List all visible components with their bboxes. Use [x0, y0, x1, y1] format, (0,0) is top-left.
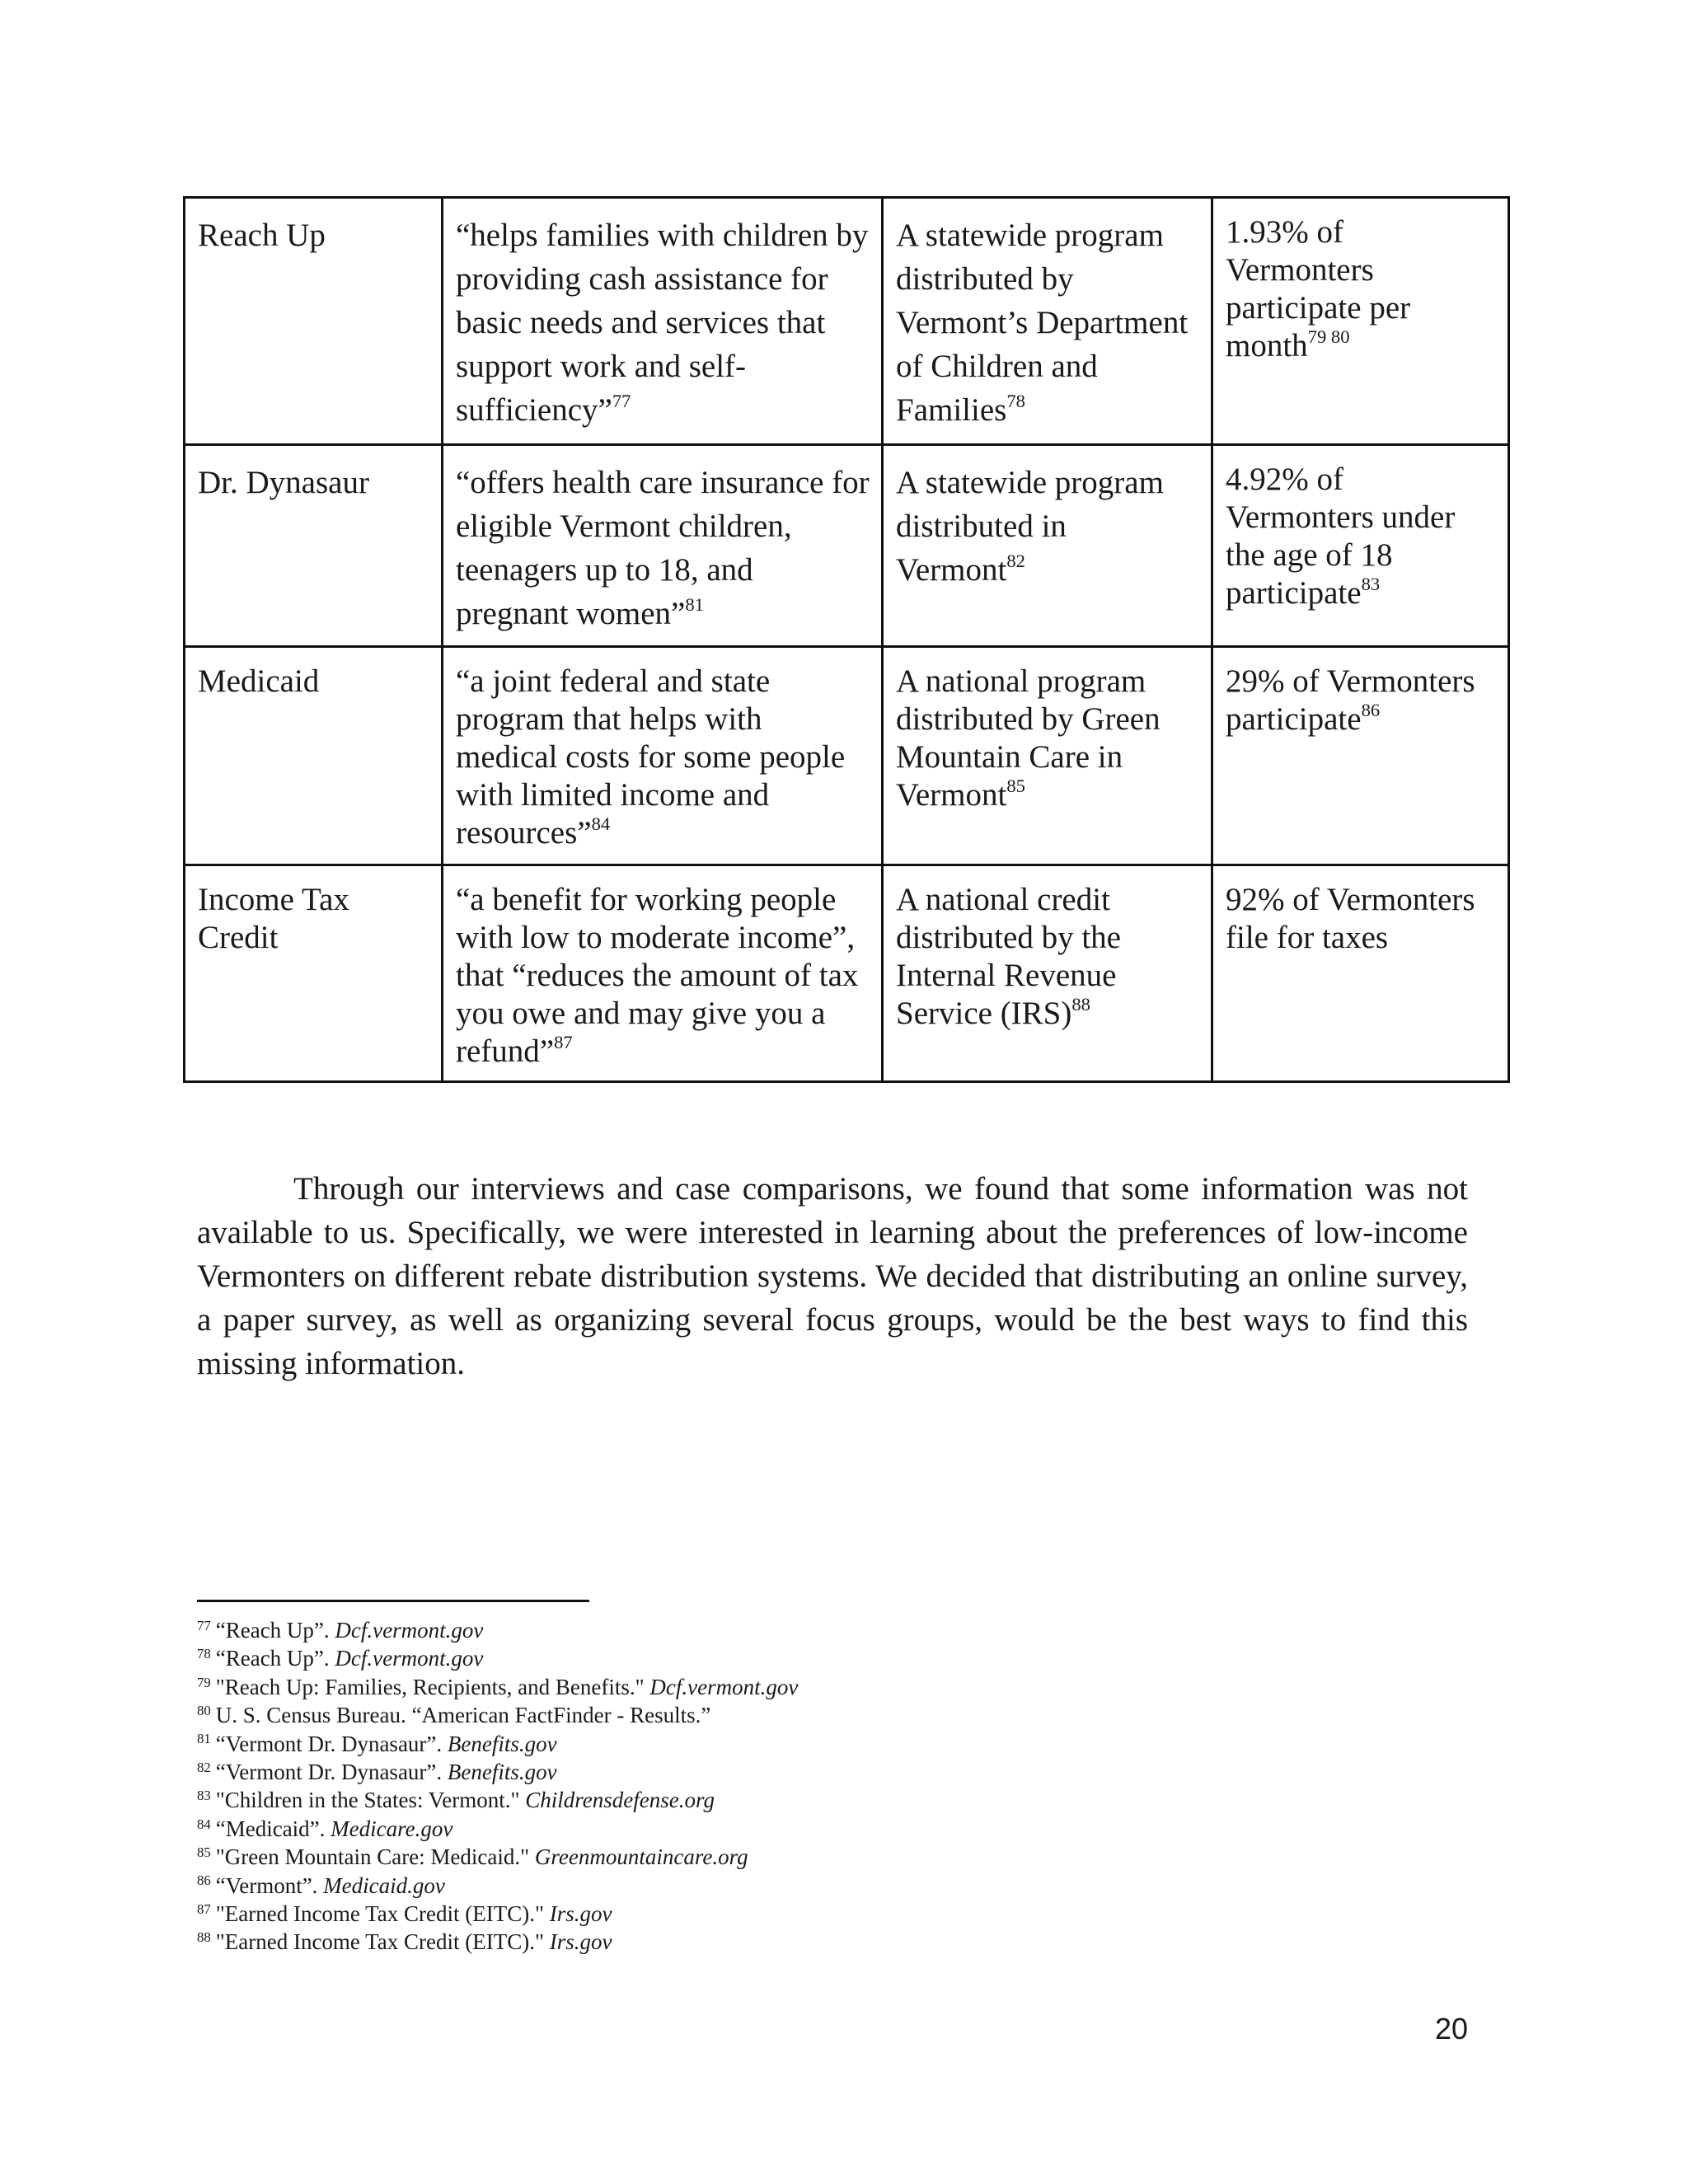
- footnote-source: Dcf.vermont.gov: [649, 1674, 799, 1699]
- footnote-text: "Green Mountain Care: Medicaid.": [215, 1844, 535, 1870]
- footnote-item: [197, 1758, 1433, 1786]
- footnote-ref: 82: [1006, 551, 1025, 572]
- footnotes-list: [197, 1616, 1433, 1957]
- footnote-number: 77: [197, 1617, 211, 1633]
- footnote-ref: 79 80: [1307, 326, 1350, 348]
- footnote-item: [197, 1872, 1433, 1900]
- footnote-source: Benefits.gov: [447, 1760, 557, 1785]
- footnote-ref: 88: [1071, 994, 1090, 1015]
- program-name-cell: Reach Up: [185, 198, 443, 445]
- table-row: [185, 445, 1509, 647]
- footnote-text: “Reach Up”.: [215, 1618, 335, 1643]
- footnote-source: Childrensdefense.org: [525, 1788, 715, 1813]
- footnote-text: “Medicaid”.: [215, 1816, 331, 1841]
- program-distribution-cell: A national program distributed by Green Mountain Care in Vermont$^{85}$: [883, 647, 1212, 865]
- program-description-cell: “a joint federal and state program that helps with medical costs for some people with limited income and resources”$^{84}$: [443, 647, 883, 865]
- footnote-source: Greenmountaincare.org: [534, 1844, 748, 1870]
- program-distribution-cell: A national credit distributed by the Internal Revenue Service (IRS)$^{88}$: [883, 865, 1212, 1082]
- footnote-source: Dcf.vermont.gov: [335, 1646, 484, 1671]
- program-distribution-cell: A statewide program distributed in Vermont$^{82}$: [883, 445, 1212, 647]
- program-description-cell: “offers health care insurance for eligible Vermont children, teenagers up to 18, and pregnant women”$^{81}$: [443, 445, 883, 647]
- footnote-text: "Children in the States: Vermont.": [215, 1788, 526, 1813]
- footnote-ref: 77: [612, 391, 631, 412]
- footnote-ref: 83: [1361, 574, 1381, 595]
- program-description-cell: “helps families with children by providing cash assistance for basic needs and services that support work and self-sufficiency”$^{77}$: [443, 198, 883, 445]
- footnote-text: “Vermont Dr. Dynasaur”.: [215, 1760, 448, 1785]
- footnote-item: [197, 1730, 1433, 1758]
- footnote-ref: 87: [554, 1032, 573, 1053]
- footnote-item: [197, 1701, 1433, 1729]
- footnote-item: [197, 1928, 1433, 1956]
- program-distribution-cell: A statewide program distributed by Vermont’s Department of Children and Families$^{78}$: [883, 198, 1212, 445]
- footnote-number: 83: [197, 1788, 211, 1804]
- footnote-item: [197, 1786, 1433, 1814]
- footnote-number: 79: [197, 1674, 211, 1690]
- footnote-item: [197, 1815, 1433, 1843]
- footnote-ref: 85: [1006, 776, 1025, 797]
- footnote-number: 81: [197, 1731, 211, 1747]
- footnote-text: "Earned Income Tax Credit (EITC).": [215, 1929, 550, 1955]
- program-name-cell: Income Tax Credit: [185, 865, 443, 1082]
- footnote-source: Benefits.gov: [447, 1731, 557, 1756]
- program-name-cell: Dr. Dynasaur: [185, 445, 443, 647]
- footnote-source: Medicaid.gov: [323, 1872, 445, 1898]
- table-row: [185, 865, 1509, 1082]
- body-paragraph: Through our interviews and case comparisons, we found that some information was not available to us. Specifically, we were interested in learning about the preferences of low-income Vermonters on different rebate distribution systems. We decided that distributing an online survey, a paper survey, as well as organizing several focus groups, would be the best ways to find this missing information.: [197, 1171, 1468, 1381]
- table-row: [185, 647, 1509, 865]
- footnote-source: Dcf.vermont.gov: [335, 1618, 484, 1643]
- footnote-number: 87: [197, 1900, 211, 1917]
- program-description-cell: “a benefit for working people with low to moderate income”, that “reduces the amount of tax you owe and may give you a refund”$^{87}$: [443, 865, 883, 1082]
- footnote-text: “Reach Up”.: [215, 1646, 335, 1671]
- program-name-cell: Medicaid: [185, 647, 443, 865]
- footnote-ref: 86: [1361, 700, 1381, 721]
- footnote-source: Irs.gov: [549, 1901, 612, 1927]
- program-participation-cell: 29% of Vermonters participate$^{86}$: [1212, 647, 1509, 865]
- footnote-number: 88: [197, 1929, 211, 1946]
- footnote-ref: 84: [591, 813, 611, 835]
- footnote-text: "Earned Income Tax Credit (EITC).": [215, 1901, 550, 1927]
- footnote-text: “Vermont”.: [215, 1872, 324, 1898]
- program-participation-cell: 92% of Vermonters file for taxes: [1212, 865, 1509, 1082]
- program-participation-cell: 1.93% of Vermonters participate per month$^{79 80}$: [1212, 198, 1509, 445]
- footnote-number: 84: [197, 1816, 211, 1832]
- table-row: [185, 198, 1509, 445]
- footnote-text: U. S. Census Bureau. “American FactFinder - Results.”: [215, 1703, 711, 1728]
- footnote-number: 80: [197, 1703, 211, 1719]
- footnote-item: [197, 1900, 1433, 1928]
- footnote-divider: [197, 1600, 589, 1602]
- footnote-item: [197, 1843, 1433, 1871]
- footnote-ref: 81: [685, 594, 704, 616]
- program-participation-cell: 4.92% of Vermonters under the age of 18 participate$^{83}$: [1212, 445, 1509, 647]
- footnote-item: [197, 1673, 1433, 1701]
- page-number: 20: [1434, 2012, 1468, 2046]
- footnote-number: 78: [197, 1646, 211, 1662]
- footnote-text: "Reach Up: Families, Recipients, and Benefits.": [215, 1674, 650, 1699]
- footnote-item: [197, 1644, 1433, 1672]
- footnote-item: [197, 1616, 1433, 1644]
- footnote-number: 82: [197, 1759, 211, 1775]
- footnote-source: Medicare.gov: [331, 1816, 453, 1841]
- footnote-number: 86: [197, 1872, 211, 1889]
- footnote-ref: 78: [1006, 391, 1025, 412]
- programs-table: [183, 196, 1510, 1083]
- footnote-text: “Vermont Dr. Dynasaur”.: [215, 1731, 448, 1756]
- footnote-source: Irs.gov: [549, 1929, 612, 1955]
- footnote-number: 85: [197, 1844, 211, 1861]
